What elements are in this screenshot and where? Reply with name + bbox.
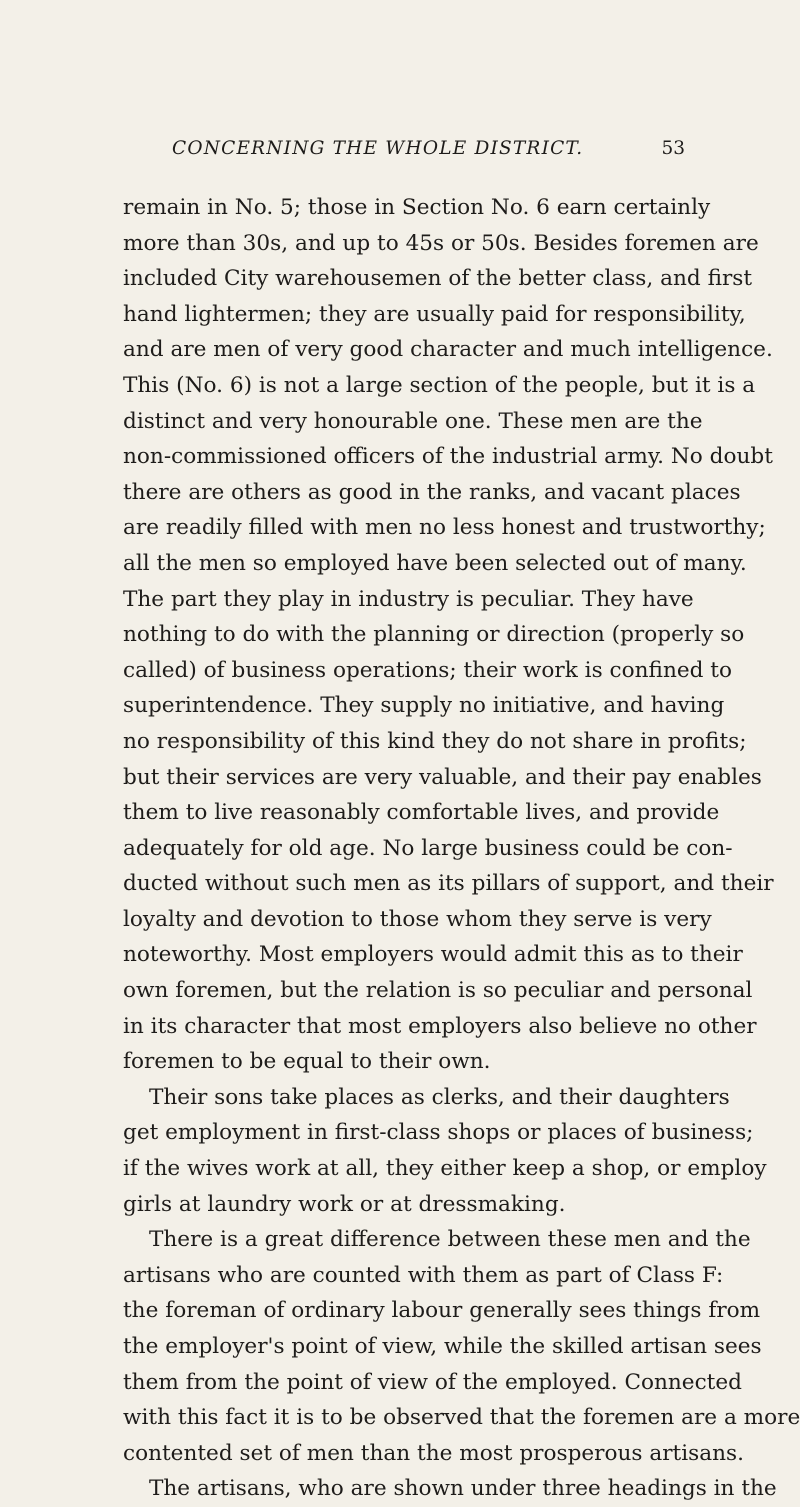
text-line: The artisans, who are shown under three headings in the (149, 1476, 777, 1502)
text-line: but their services are very valuable, and their pay enables (123, 764, 762, 790)
text-line: loyalty and devotion to those whom they serve is very (123, 906, 712, 932)
text-line: Their sons take places as clerks, and their daughters (149, 1084, 730, 1110)
running-title: CONCERNING THE WHOLE DISTRICT. (172, 138, 584, 159)
text-line: there are others as good in the ranks, and vacant places (123, 479, 741, 505)
text-line: artisans who are counted with them as part of Class F: (123, 1262, 724, 1288)
text-line: them to live reasonably comfortable lives, and provide (123, 800, 720, 826)
text-line: and are men of very good character and much intelligence. (123, 337, 773, 363)
text-line: get employment in first-class shops or places of business; (123, 1120, 754, 1146)
text-line: more than 30s, and up to 45s or 50s. Besides foremen are (123, 230, 759, 256)
text-line: with this fact it is to be observed that the foremen are a more (123, 1405, 800, 1431)
text-line: if the wives work at all, they either keep a shop, or employ (123, 1156, 767, 1182)
text-line: distinct and very honourable one. These men are the (123, 408, 703, 434)
text-line: remain in No. 5; those in Section No. 6 earn certainly (123, 195, 711, 220)
text-line: them from the point of view of the employed. Connected (123, 1369, 742, 1395)
page-number: 53 (661, 138, 685, 159)
text-line: non-commissioned officers of the industrial army. No doubt (123, 444, 773, 470)
text-line: nothing to do with the planning or direction (properly so (123, 622, 745, 648)
text-line: hand lightermen; they are usually paid for responsibility, (123, 301, 746, 327)
text-line: the employer's point of view, while the skilled artisan sees (123, 1334, 762, 1359)
text-line: noteworthy. Most employers would admit this as to their (123, 942, 743, 968)
text-line: superintendence. They supply no initiative, and having (123, 693, 725, 719)
text-line: included City warehousemen of the better class, and first (123, 266, 753, 292)
text-line: adequately for old age. No large business could be con- (123, 835, 733, 861)
text-line: the foreman of ordinary labour generally sees things from (123, 1298, 761, 1324)
body-text (123, 190, 800, 1507)
text-line: no responsibility of this kind they do not share in profits; (123, 728, 747, 754)
text-line: This (No. 6) is not a large section of the people, but it is a (123, 372, 756, 398)
text-line: girls at laundry work or at dressmaking. (123, 1191, 566, 1217)
text-line: all the men so employed have been selected out of many. (123, 550, 747, 576)
text-line: called) of business operations; their work is confined to (123, 657, 732, 683)
text-line: There is a great difference between these men and the (149, 1227, 751, 1253)
text-line: The part they play in industry is peculiar. They have (123, 586, 694, 612)
text-line: contented set of men than the most prosperous artisans. (123, 1440, 744, 1466)
text-line: own foremen, but the relation is so peculiar and personal (123, 978, 753, 1004)
text-line: foremen to be equal to their own. (123, 1049, 491, 1075)
text-line: in its character that most employers also believe no other (123, 1013, 757, 1039)
text-line: ducted without such men as its pillars of support, and their (123, 871, 774, 897)
text-line: are readily filled with men no less honest and trustworthy; (123, 515, 766, 541)
running-head (122, 138, 685, 168)
